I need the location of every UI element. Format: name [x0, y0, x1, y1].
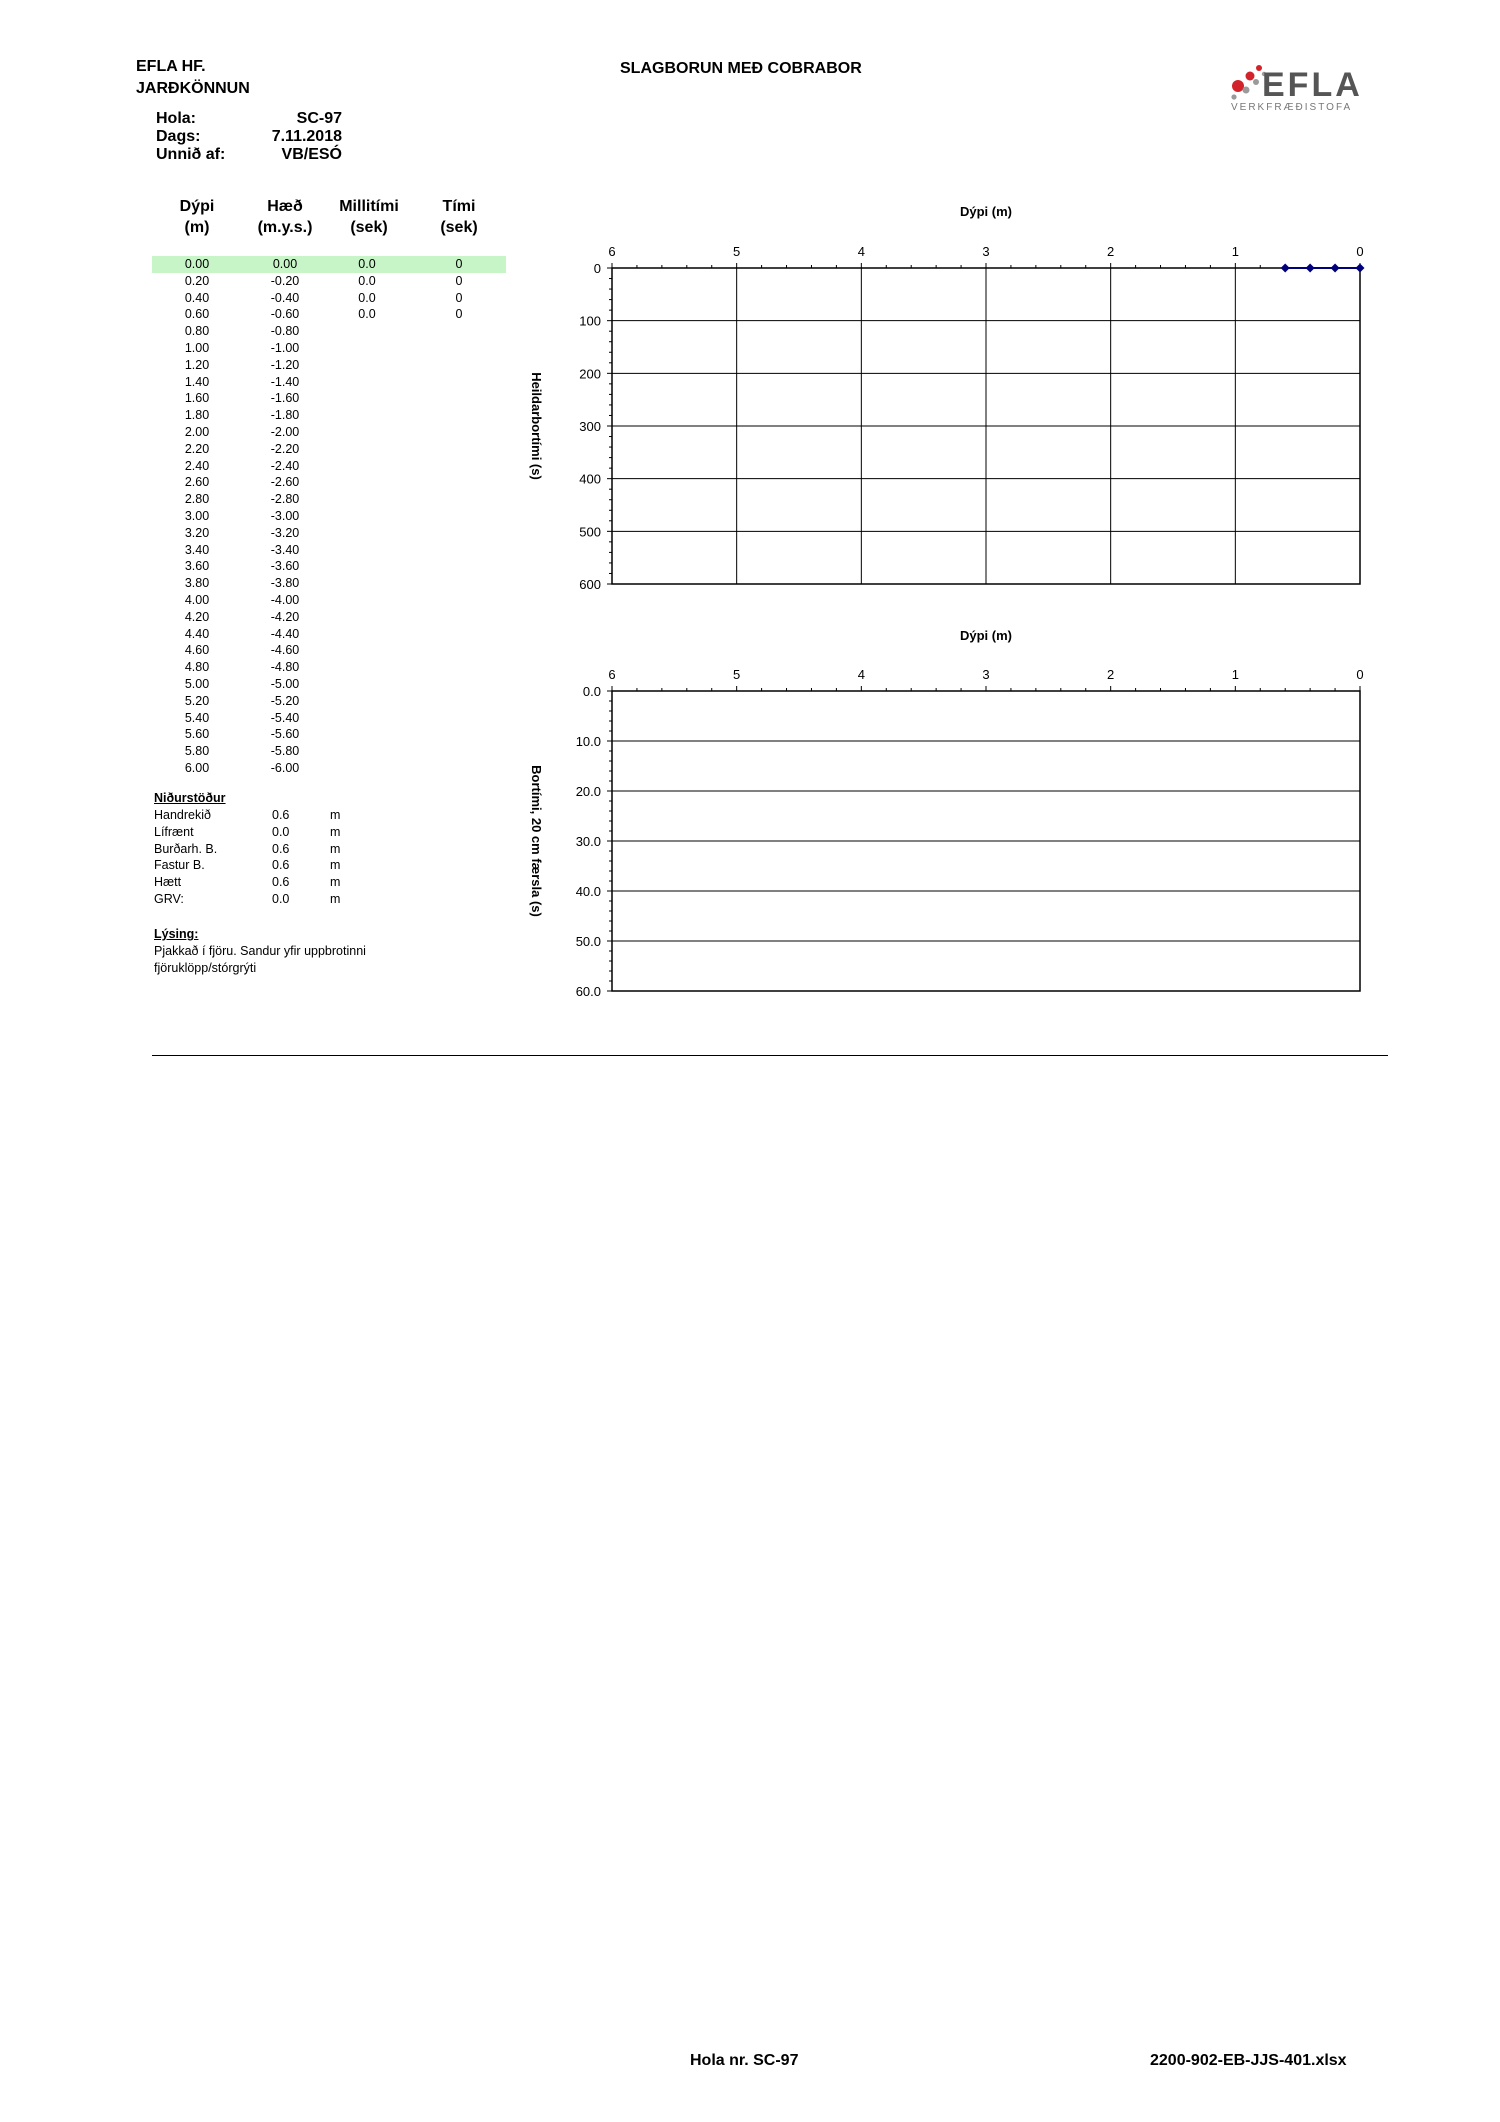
table-cell: 4.20 [184, 609, 210, 624]
table-cell: -0.80 [270, 324, 300, 339]
table-row [152, 273, 506, 290]
company-name: EFLA HF. [136, 58, 206, 75]
table-cell: 4.60 [184, 643, 210, 658]
footer-file-name: 2200-902-EB-JJS-401.xlsx [1150, 2052, 1347, 2069]
meta-label: Unnið af: [156, 146, 226, 163]
table-cell: 0.00 [272, 257, 298, 271]
result-unit: m [330, 808, 341, 822]
description-line: fjöruklöpp/stórgrýti [154, 961, 257, 975]
result-row [154, 857, 354, 874]
table-row [152, 424, 506, 441]
table-cell: 0.40 [184, 290, 210, 305]
table-row [152, 323, 506, 340]
table-row [152, 491, 506, 508]
table-row [152, 407, 506, 424]
meta-value: VB/ESÓ [281, 146, 342, 163]
y-tick-label: 10.0 [575, 734, 601, 749]
y-tick-label: 100 [579, 313, 601, 329]
x-tick-label: 2 [1107, 244, 1115, 259]
company-block [136, 56, 250, 100]
hole-meta [156, 110, 342, 164]
table-cell: 4.40 [184, 626, 210, 641]
logo-subtext: VERKFRÆÐISTOFA [1231, 102, 1353, 113]
result-label: GRV: [154, 891, 184, 906]
table-cell: -5.60 [270, 727, 300, 742]
column-header-line: Dýpi [179, 198, 215, 215]
y-tick-label: 0 [593, 261, 601, 276]
table-cell: -5.80 [270, 744, 300, 759]
y-tick-label: 600 [579, 577, 601, 592]
meta-row [156, 110, 342, 128]
result-value: 0.0 [272, 824, 290, 839]
table-row [152, 474, 506, 491]
table-cell: 0.80 [184, 324, 210, 339]
table-cell: 0 [455, 307, 463, 322]
table-cell: -2.00 [270, 424, 300, 439]
table-cell: 2.40 [184, 458, 210, 473]
x-tick-label: 4 [857, 244, 865, 259]
table-cell: -2.60 [270, 475, 300, 490]
table-cell: 1.80 [184, 408, 210, 423]
table-cell: -4.00 [270, 592, 300, 607]
result-row [154, 824, 354, 841]
table-cell: 2.60 [184, 475, 210, 490]
table-cell: 5.80 [184, 744, 210, 759]
table-row [152, 642, 506, 659]
meta-row [156, 146, 342, 164]
table-cell: -5.40 [270, 710, 300, 725]
result-value: 0.6 [272, 841, 290, 856]
table-cell: -1.00 [270, 340, 300, 355]
table-row [152, 542, 506, 559]
table-cell: -3.00 [270, 508, 300, 523]
result-value: 0.0 [272, 891, 290, 906]
result-unit: m [330, 824, 341, 839]
x-tick-label: 1 [1231, 667, 1239, 682]
data-point [1306, 264, 1315, 273]
table-cell: 5.00 [184, 676, 210, 691]
y-tick-label: 30.0 [575, 834, 601, 849]
table-cell: -0.60 [270, 307, 300, 322]
table-cell: -5.20 [270, 693, 300, 708]
y-tick-label: 300 [579, 419, 601, 434]
table-row [152, 306, 506, 323]
column-header-time [414, 196, 504, 238]
table-cell: -3.40 [270, 542, 300, 557]
table-row [152, 374, 506, 391]
divider-line [152, 1055, 1388, 1056]
table-cell: 5.60 [184, 727, 210, 742]
result-label: Burðarh. B. [154, 841, 218, 856]
x-tick-label: 0 [1356, 667, 1364, 682]
table-cell: -4.40 [270, 626, 300, 641]
result-label: Fastur B. [154, 858, 205, 873]
table-cell: 1.00 [184, 340, 210, 355]
result-unit: m [330, 875, 341, 890]
table-cell: 2.20 [184, 441, 210, 456]
table-cell: 0.0 [358, 307, 376, 322]
y-tick-label: 0.0 [582, 684, 601, 699]
y-axis-label: Bortími, 20 cm færsla (s) [529, 765, 544, 917]
column-header-line: Tími [442, 198, 476, 215]
column-header-line: Millitími [339, 198, 399, 215]
table-cell: -3.60 [270, 559, 300, 574]
table-row [152, 676, 506, 693]
table-row [152, 525, 506, 542]
y-axis-label: Heildarbortími (s) [529, 372, 544, 480]
table-cell: 5.40 [184, 710, 210, 725]
result-label: Handrekið [154, 808, 211, 822]
column-header-line: (m) [184, 219, 210, 236]
table-cell: -6.00 [270, 760, 300, 775]
results-block [154, 790, 354, 908]
table-cell: 3.60 [184, 559, 210, 574]
table-cell: -4.20 [270, 609, 300, 624]
table-cell: -2.40 [270, 458, 300, 473]
table-row [152, 508, 506, 525]
y-tick-label: 200 [579, 366, 601, 382]
table-cell: 1.40 [184, 374, 210, 389]
table-cell: 5.20 [184, 693, 210, 708]
y-tick-label: 500 [579, 524, 601, 540]
table-row [152, 743, 506, 760]
table-row [152, 290, 506, 307]
meta-value: SC-97 [296, 110, 342, 127]
document-title: SLAGBORUN MEÐ COBRABOR [620, 60, 862, 77]
table-cell: 0.60 [184, 307, 210, 322]
meta-value: 7.11.2018 [271, 128, 342, 145]
x-tick-label: 0 [1356, 244, 1364, 259]
table-cell: 0.20 [184, 273, 210, 288]
charts-area [520, 200, 1380, 1000]
x-tick-label: 3 [982, 244, 990, 259]
table-row [152, 609, 506, 626]
table-cell: 0.0 [358, 257, 376, 271]
data-point [1331, 264, 1340, 273]
column-header-depth [152, 196, 242, 238]
table-cell: -0.40 [270, 290, 300, 305]
table-row [152, 592, 506, 609]
column-header-line: (sek) [350, 219, 388, 236]
table-row [152, 441, 506, 458]
x-axis-label: Dýpi (m) [960, 628, 1012, 643]
x-tick-label: 2 [1107, 667, 1115, 682]
y-tick-label: 20.0 [575, 784, 601, 799]
table-cell: 0 [455, 290, 463, 305]
data-point [1281, 264, 1290, 273]
column-header-line: (sek) [440, 219, 478, 236]
result-unit: m [330, 891, 341, 906]
table-cell: 0.00 [184, 257, 210, 271]
result-label: Lífrænt [154, 824, 194, 839]
drilling-data-table [152, 256, 506, 777]
result-unit: m [330, 858, 341, 873]
x-tick-label: 6 [608, 244, 616, 259]
table-row [152, 760, 506, 777]
y-tick-label: 40.0 [575, 884, 601, 899]
result-value: 0.6 [272, 808, 290, 822]
y-tick-label: 50.0 [575, 934, 601, 949]
column-header-line: (m.y.s.) [257, 219, 313, 236]
table-cell: 0.0 [358, 273, 376, 288]
table-cell: 3.40 [184, 542, 210, 557]
table-cell: 3.80 [184, 576, 210, 591]
y-tick-label: 400 [579, 471, 601, 487]
table-row [152, 390, 506, 407]
table-row [152, 357, 506, 374]
table-cell: -1.60 [270, 391, 300, 406]
table-row [152, 726, 506, 743]
table-row [152, 659, 506, 676]
table-cell: -2.80 [270, 492, 300, 507]
results-heading: Niðurstöður [154, 791, 226, 805]
x-tick-label: 5 [733, 667, 741, 682]
column-header-line: Hæð [267, 198, 303, 215]
meta-label: Dags: [156, 128, 201, 145]
table-cell: -0.20 [270, 273, 300, 288]
table-cell: -3.20 [270, 525, 300, 540]
x-tick-label: 1 [1231, 244, 1239, 259]
table-cell: -3.80 [270, 576, 300, 591]
table-cell: 4.00 [184, 592, 210, 607]
table-cell: 0 [455, 257, 463, 271]
table-cell: 1.60 [184, 391, 210, 406]
x-axis-label: Dýpi (m) [960, 204, 1012, 219]
table-cell: -5.00 [270, 676, 300, 691]
table-row [152, 256, 506, 273]
result-row [154, 807, 354, 824]
table-cell: 1.20 [184, 357, 210, 372]
table-cell: 2.80 [184, 492, 210, 507]
table-cell: -1.80 [270, 408, 300, 423]
table-row [152, 575, 506, 592]
logo-text: EFLA [1262, 66, 1363, 104]
table-cell: 0.0 [358, 290, 376, 305]
meta-row [156, 128, 342, 146]
result-row [154, 891, 354, 908]
column-header-interval-time [322, 196, 416, 238]
description-block [154, 926, 454, 977]
table-cell: 0 [455, 273, 463, 288]
description-heading: Lýsing: [154, 927, 199, 941]
table-cell: -2.20 [270, 441, 300, 456]
result-row [154, 841, 354, 858]
result-value: 0.6 [272, 875, 290, 890]
table-row [152, 558, 506, 575]
table-row [152, 710, 506, 727]
result-unit: m [330, 841, 341, 856]
footer-hole-number: Hola nr. SC-97 [690, 2052, 799, 2069]
company-division: JARÐKÖNNUN [136, 80, 250, 97]
table-cell: -4.60 [270, 643, 300, 658]
table-row [152, 693, 506, 710]
result-label: Hætt [154, 875, 182, 890]
data-point [1356, 264, 1365, 273]
table-cell: 4.80 [184, 660, 210, 675]
table-cell: 2.00 [184, 424, 210, 439]
table-cell: 3.00 [184, 508, 210, 523]
x-tick-label: 4 [857, 667, 865, 682]
x-tick-label: 6 [608, 667, 616, 682]
table-cell: -1.20 [270, 357, 300, 372]
x-tick-label: 3 [982, 667, 990, 682]
table-row [152, 340, 506, 357]
result-value: 0.6 [272, 858, 290, 873]
table-row [152, 458, 506, 475]
y-tick-label: 60.0 [575, 984, 601, 999]
column-header-elevation [238, 196, 332, 238]
result-row [154, 874, 354, 891]
table-cell: 6.00 [184, 760, 210, 775]
efla-logo [1228, 56, 1378, 118]
x-tick-label: 5 [733, 244, 741, 259]
table-cell: -4.80 [270, 660, 300, 675]
table-row [152, 626, 506, 643]
meta-label: Hola: [156, 110, 196, 127]
table-cell: -1.40 [270, 374, 300, 389]
description-line: Pjakkað í fjöru. Sandur yfir uppbrotinni [154, 944, 366, 958]
table-cell: 3.20 [184, 525, 210, 540]
